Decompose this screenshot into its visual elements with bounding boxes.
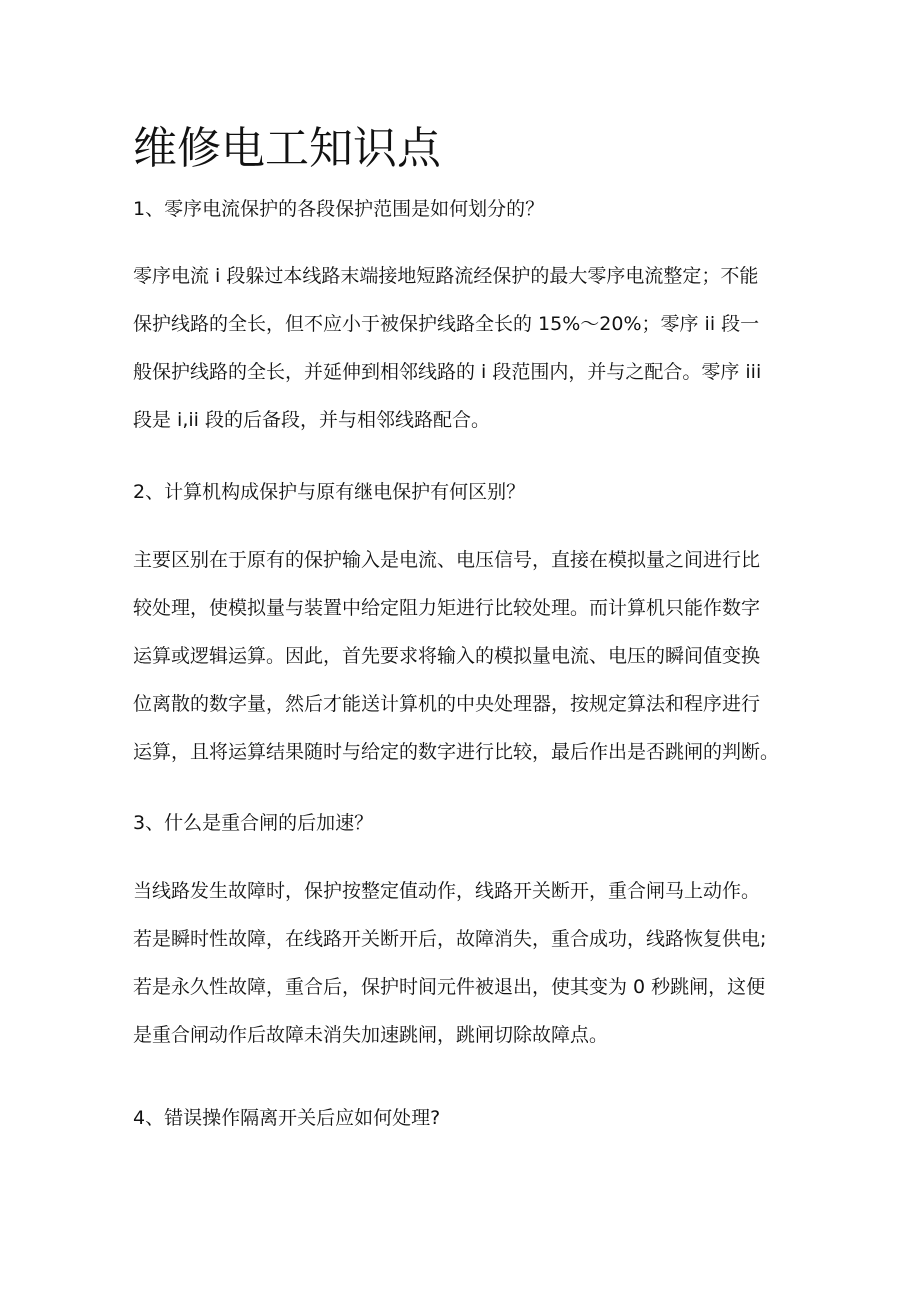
answer-2-line-1: 主要区别在于原有的保护输入是电流、电压信号，直接在模拟量之间进行比 (133, 549, 761, 571)
answer-1-line-2: 保护线路的全长，但不应小于被保护线路全长的 15%～20%；零序 ii 段一 (133, 313, 760, 335)
answer-2 (133, 536, 779, 776)
answer-3-line-3: 若是永久性故障，重合后，保护时间元件被退出，使其变为 0 秒跳闸，这便 (133, 976, 766, 998)
answer-3-line-4: 是重合闸动作后故障未消失加速跳闸，跳闸切除故障点。 (133, 1024, 609, 1046)
question-3: 3、什么是重合闸的后加速？ (133, 812, 374, 834)
answer-3-line-1: 当线路发生故障时，保护按整定值动作，线路开关断开，重合闸马上动作。 (133, 880, 761, 902)
question-4: 4、错误操作隔离开关后应如何处理? (133, 1107, 441, 1129)
answer-2-line-5: 运算，且将运算结果随时与给定的数字进行比较，最后作出是否跳闸的判断。 (133, 741, 780, 763)
answer-3-line-2: 若是瞬时性故障，在线路开关断开后，故障消失，重合成功，线路恢复供电; (133, 928, 767, 950)
answer-1-line-1: 零序电流 i 段躲过本线路末端接地短路流经保护的最大零序电流整定；不能 (133, 265, 759, 287)
page-title: 维修电工知识点 (133, 123, 441, 174)
answer-1-line-3: 般保护线路的全长，并延伸到相邻线路的 i 段范围内，并与之配合。零序 iii (133, 361, 762, 383)
question-1: 1、零序电流保护的各段保护范围是如何划分的？ (133, 198, 545, 220)
answer-1-line-4: 段是 i,ii 段的后备段，并与相邻线路配合。 (133, 409, 490, 431)
answer-1 (133, 252, 761, 444)
question-2: 2、计算机构成保护与原有继电保护有何区别？ (133, 481, 526, 503)
answer-3 (133, 867, 766, 1059)
answer-2-line-2: 较处理，使模拟量与装置中给定阻力矩进行比较处理。而计算机只能作数字 (133, 597, 761, 619)
answer-2-line-3: 运算或逻辑运算。因此，首先要求将输入的模拟量电流、电压的瞬间值变换 (133, 645, 761, 667)
answer-2-line-4: 位离散的数字量，然后才能送计算机的中央处理器，按规定算法和程序进行 (133, 693, 761, 715)
